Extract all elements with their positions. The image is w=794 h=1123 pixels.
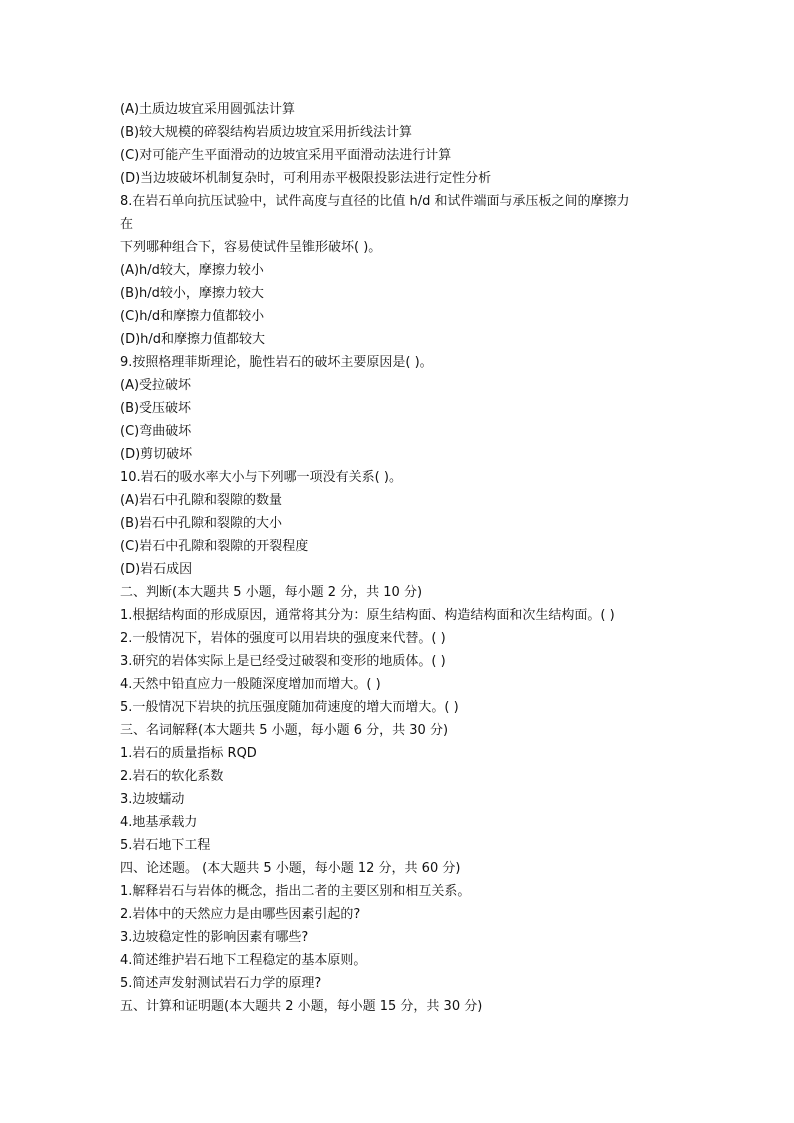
option-a-soil-slope: (A)土质边坡宜采用圆弧法计算 bbox=[120, 102, 296, 117]
question-10-option-c: (C)岩石中孔隙和裂隙的开裂程度 bbox=[120, 539, 309, 554]
essay-item-5: 5.简述声发射测试岩石力学的原理? bbox=[120, 976, 322, 991]
section-3-heading: 三、名词解释(本大题共 5 小题，每小题 6 分，共 30 分) bbox=[120, 723, 449, 738]
section-4-heading: 四、论述题。 (本大题共 5 小题，每小题 12 分，共 60 分) bbox=[120, 861, 461, 876]
essay-item-3: 3.边坡稳定性的影响因素有哪些? bbox=[120, 930, 309, 945]
section-2-heading: 二、判断(本大题共 5 小题，每小题 2 分，共 10 分) bbox=[120, 585, 423, 600]
question-9-option-d: (D)剪切破坏 bbox=[120, 447, 193, 462]
question-9-option-a: (A)受拉破坏 bbox=[120, 378, 192, 393]
term-item-3: 3.边坡蠕动 bbox=[120, 792, 185, 807]
question-8-stem: 8.在岩石单向抗压试验中，试件高度与直径的比值 h/d 和试件端面与承压板之间的摩擦力 bbox=[120, 194, 630, 209]
judge-item-2: 2.一般情况下，岩体的强度可以用岩块的强度来代替。( ) bbox=[120, 631, 446, 646]
question-9-option-b: (B)受压破坏 bbox=[120, 401, 192, 416]
option-c-plane-sliding: (C)对可能产生平面滑动的边坡宜采用平面滑动法进行计算 bbox=[120, 148, 452, 163]
question-8-stem-wrap: 在 bbox=[120, 217, 134, 232]
question-10-option-b: (B)岩石中孔隙和裂隙的大小 bbox=[120, 516, 283, 531]
essay-item-2: 2.岩体中的天然应力是由哪些因素引起的? bbox=[120, 907, 361, 922]
question-9-option-c: (C)弯曲破坏 bbox=[120, 424, 192, 439]
question-10-option-d: (D)岩石成因 bbox=[120, 562, 193, 577]
question-10-option-a: (A)岩石中孔隙和裂隙的数量 bbox=[120, 493, 283, 508]
term-item-2: 2.岩石的软化系数 bbox=[120, 769, 224, 784]
option-d-stereographic: (D)当边坡破坏机制复杂时，可利用赤平极限投影法进行定性分析 bbox=[120, 171, 492, 186]
question-8-option-b: (B)h/d较小，摩擦力较大 bbox=[120, 286, 264, 301]
essay-item-1: 1.解释岩石与岩体的概念，指出二者的主要区别和相互关系。 bbox=[120, 884, 471, 899]
document-body bbox=[120, 98, 680, 1018]
term-item-4: 4.地基承载力 bbox=[120, 815, 198, 830]
judge-item-5: 5.一般情况下岩块的抗压强度随加荷速度的增大而增大。( ) bbox=[120, 700, 459, 715]
judge-item-3: 3.研究的岩体实际上是已经受过破裂和变形的地质体。( ) bbox=[120, 654, 446, 669]
judge-item-1: 1.根据结构面的形成原因，通常将其分为：原生结构面、构造结构面和次生结构面。( ) bbox=[120, 608, 615, 623]
essay-item-4: 4.简述维护岩石地下工程稳定的基本原则。 bbox=[120, 953, 367, 968]
question-8-stem-cont: 下列哪种组合下，容易使试件呈锥形破坏( )。 bbox=[120, 240, 382, 255]
question-8-option-d: (D)h/d和摩擦力值都较大 bbox=[120, 332, 266, 347]
judge-item-4: 4.天然中铅直应力一般随深度增加而增大。( ) bbox=[120, 677, 381, 692]
question-9-stem: 9.按照格理菲斯理论，脆性岩石的破坏主要原因是( )。 bbox=[120, 355, 433, 370]
section-5-heading: 五、计算和证明题(本大题共 2 小题，每小题 15 分，共 30 分) bbox=[120, 999, 483, 1014]
question-10-stem: 10.岩石的吸水率大小与下列哪一项没有关系( )。 bbox=[120, 470, 402, 485]
term-item-1: 1.岩石的质量指标 RQD bbox=[120, 746, 257, 761]
question-8-option-c: (C)h/d和摩擦力值都较小 bbox=[120, 309, 265, 324]
term-item-5: 5.岩石地下工程 bbox=[120, 838, 211, 853]
question-8-option-a: (A)h/d较大，摩擦力较小 bbox=[120, 263, 264, 278]
option-b-fractured-rock-slope: (B)较大规模的碎裂结构岩质边坡宜采用折线法计算 bbox=[120, 125, 413, 140]
